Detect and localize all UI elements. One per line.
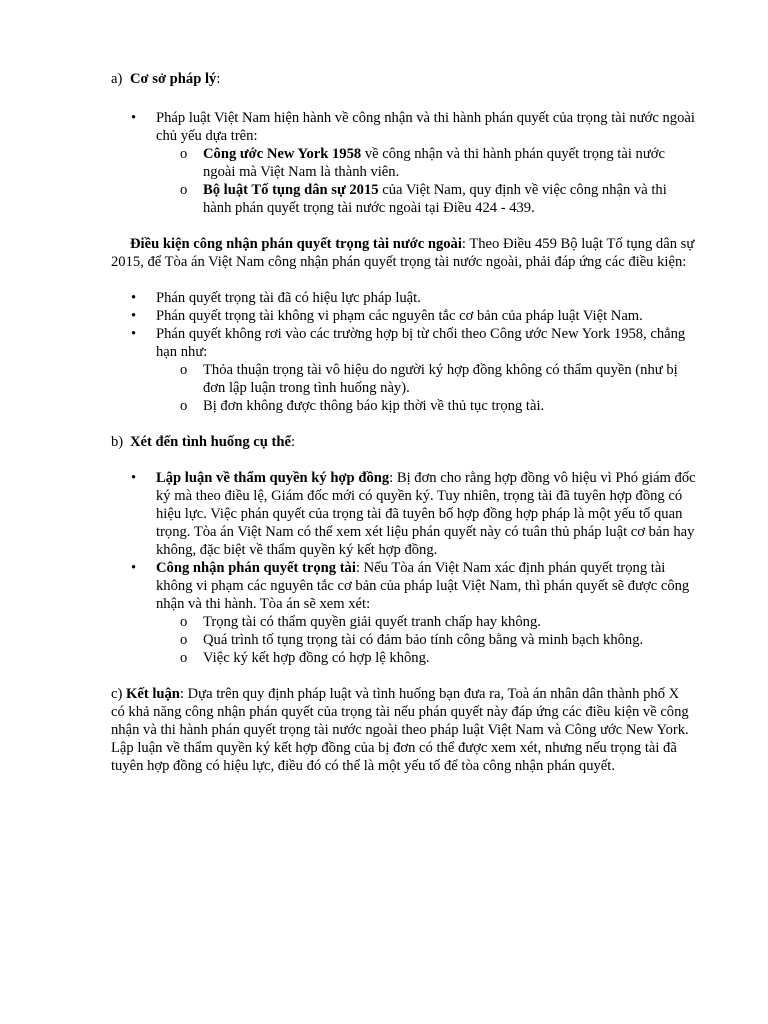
case-list bbox=[111, 469, 696, 667]
list-item: • Phán quyết trọng tài không vi phạm các nguyên tắc cơ bản của pháp luật Việt Nam. bbox=[131, 308, 643, 324]
section-a-heading: a) Cơ sở pháp lý: bbox=[111, 71, 221, 87]
document-page bbox=[111, 70, 696, 775]
sub-list-item: o Thỏa thuận trọng tài vô hiệu do người ký hợp đồng không có thẩm quyền (như bị đơn lập luận trong tình huống này). bbox=[180, 362, 678, 396]
list-item: • Lập luận về thẩm quyền ký hợp đồng: Bị đơn cho rằng hợp đồng vô hiệu vì Phó giám đốc ký mà theo điều lệ, Giám đốc mới có quyền ký. Tuy nhiên, trọng tài đã tuyên hợp đồng có hiệu lực. Việc phán quyết của trọng tài đã tuyên bố hợp đồng hợp pháp là một yếu tố quan trọng. Tòa án Việt Nam có thể xem xét liệu phán quyết này có tuân thủ pháp luật cơ bản hay không, đặc biệt về thẩm quyền ký kết hợp đồng. bbox=[131, 470, 696, 558]
circle-bullet-icon: o bbox=[180, 182, 188, 198]
case-sublist bbox=[156, 613, 696, 667]
conclusion-title: Kết luận bbox=[126, 686, 180, 702]
bullet-icon: • bbox=[131, 470, 137, 486]
bullet-icon: • bbox=[131, 308, 137, 324]
conditions-sublist bbox=[156, 361, 696, 415]
sub-list-item: o Bộ luật Tố tụng dân sự 2015 của Việt Nam, quy định về việc công nhận và thi hành phán quyết trọng tài nước ngoài tại Điều 424 - 439. bbox=[180, 182, 667, 216]
bullet-icon: • bbox=[131, 560, 137, 576]
conclusion-paragraph: c) Kết luận: Dựa trên quy định pháp luật và tình huống bạn đưa ra, Toà án nhân dân thành phố X có khả năng công nhận phán quyết của trọng tài nếu phán quyết này đáp ứng các điều kiện về công nhận và thi hành phán quyết trọng tài nước ngoài theo pháp luật Việt Nam và Công ước New York. Lập luận về thẩm quyền ký kết hợp đồng của bị đơn có thể được xem xét, nhưng nếu trọng tài đã tuyên hợp đồng có hiệu lực, điều đó có thể là một yếu tố để tòa công nhận phán quyết. bbox=[111, 686, 689, 774]
sub-list-item: o Việc ký kết hợp đồng có hợp lệ không. bbox=[180, 650, 430, 666]
circle-bullet-icon: o bbox=[180, 632, 188, 648]
bullet-icon: • bbox=[131, 326, 137, 342]
bullet-icon: • bbox=[131, 290, 137, 306]
sub-list-item: o Quá trình tố tụng trọng tài có đảm bảo tính công bằng và minh bạch không. bbox=[180, 632, 644, 648]
conditions-paragraph: Điều kiện công nhận phán quyết trọng tài nước ngoài: Theo Điều 459 Bộ luật Tố tụng dân sự 2015, để Tòa án Việt Nam công nhận phán quyết trọng tài nước ngoài, phải đáp ứng các điều kiện: bbox=[111, 236, 695, 270]
bullet-icon: • bbox=[131, 110, 137, 126]
circle-bullet-icon: o bbox=[180, 614, 188, 630]
section-a-title: Cơ sở pháp lý bbox=[130, 71, 217, 87]
section-c-marker: c) bbox=[111, 686, 123, 702]
circle-bullet-icon: o bbox=[180, 650, 188, 666]
list-item: • Phán quyết trọng tài đã có hiệu lực pháp luật. bbox=[131, 290, 421, 306]
section-a-marker: a) bbox=[111, 71, 123, 87]
legal-basis-text: Pháp luật Việt Nam hiện hành về công nhận và thi hành phán quyết của trọng tài nước ngoài chủ yếu dựa trên: bbox=[156, 110, 695, 144]
sub-list-item: o Trọng tài có thẩm quyền giải quyết tranh chấp hay không. bbox=[180, 614, 541, 630]
legal-basis-sublist bbox=[156, 145, 696, 217]
legal-basis-list bbox=[111, 109, 696, 217]
circle-bullet-icon: o bbox=[180, 398, 188, 414]
sub-list-item: o Công ước New York 1958 về công nhận và thi hành phán quyết trọng tài nước ngoài mà Việt Nam là thành viên. bbox=[180, 146, 665, 180]
section-b-heading: b) Xét đến tình huống cụ thể: bbox=[111, 434, 296, 450]
conditions-list bbox=[111, 289, 696, 415]
section-b-title: Xét đến tình huống cụ thể bbox=[130, 434, 291, 450]
section-b-marker: b) bbox=[111, 434, 124, 450]
circle-bullet-icon: o bbox=[180, 362, 188, 378]
circle-bullet-icon: o bbox=[180, 146, 188, 162]
list-item: • Công nhận phán quyết trọng tài: Nếu Tòa án Việt Nam xác định phán quyết trọng tài không vi phạm các nguyên tắc cơ bản của pháp luật Việt Nam, thì phán quyết sẽ được công nhận và thi hành. Tòa án sẽ xem xét: o Trọng tài có thẩm quyền giải quyết tranh chấp hay không. o Quá trình tố tụng trọng tài có đảm bảo tính công bằng và minh bạch không. o Việc ký kết hợp đồng có hợp lệ không. bbox=[111, 559, 696, 667]
list-item: • Phán quyết không rơi vào các trường hợp bị từ chối theo Công ước New York 1958, chẳng hạn như: o Thỏa thuận trọng tài vô hiệu do người ký hợp đồng không có thẩm quyền (như bị đơn lập luận trong tình huống này). o Bị đơn không được thông báo kịp thời về thủ tục trọng tài. bbox=[111, 325, 696, 415]
conditions-title: Điều kiện công nhận phán quyết trọng tài nước ngoài bbox=[130, 236, 462, 252]
list-item bbox=[111, 109, 696, 217]
sub-list-item: o Bị đơn không được thông báo kịp thời về thủ tục trọng tài. bbox=[180, 398, 545, 414]
